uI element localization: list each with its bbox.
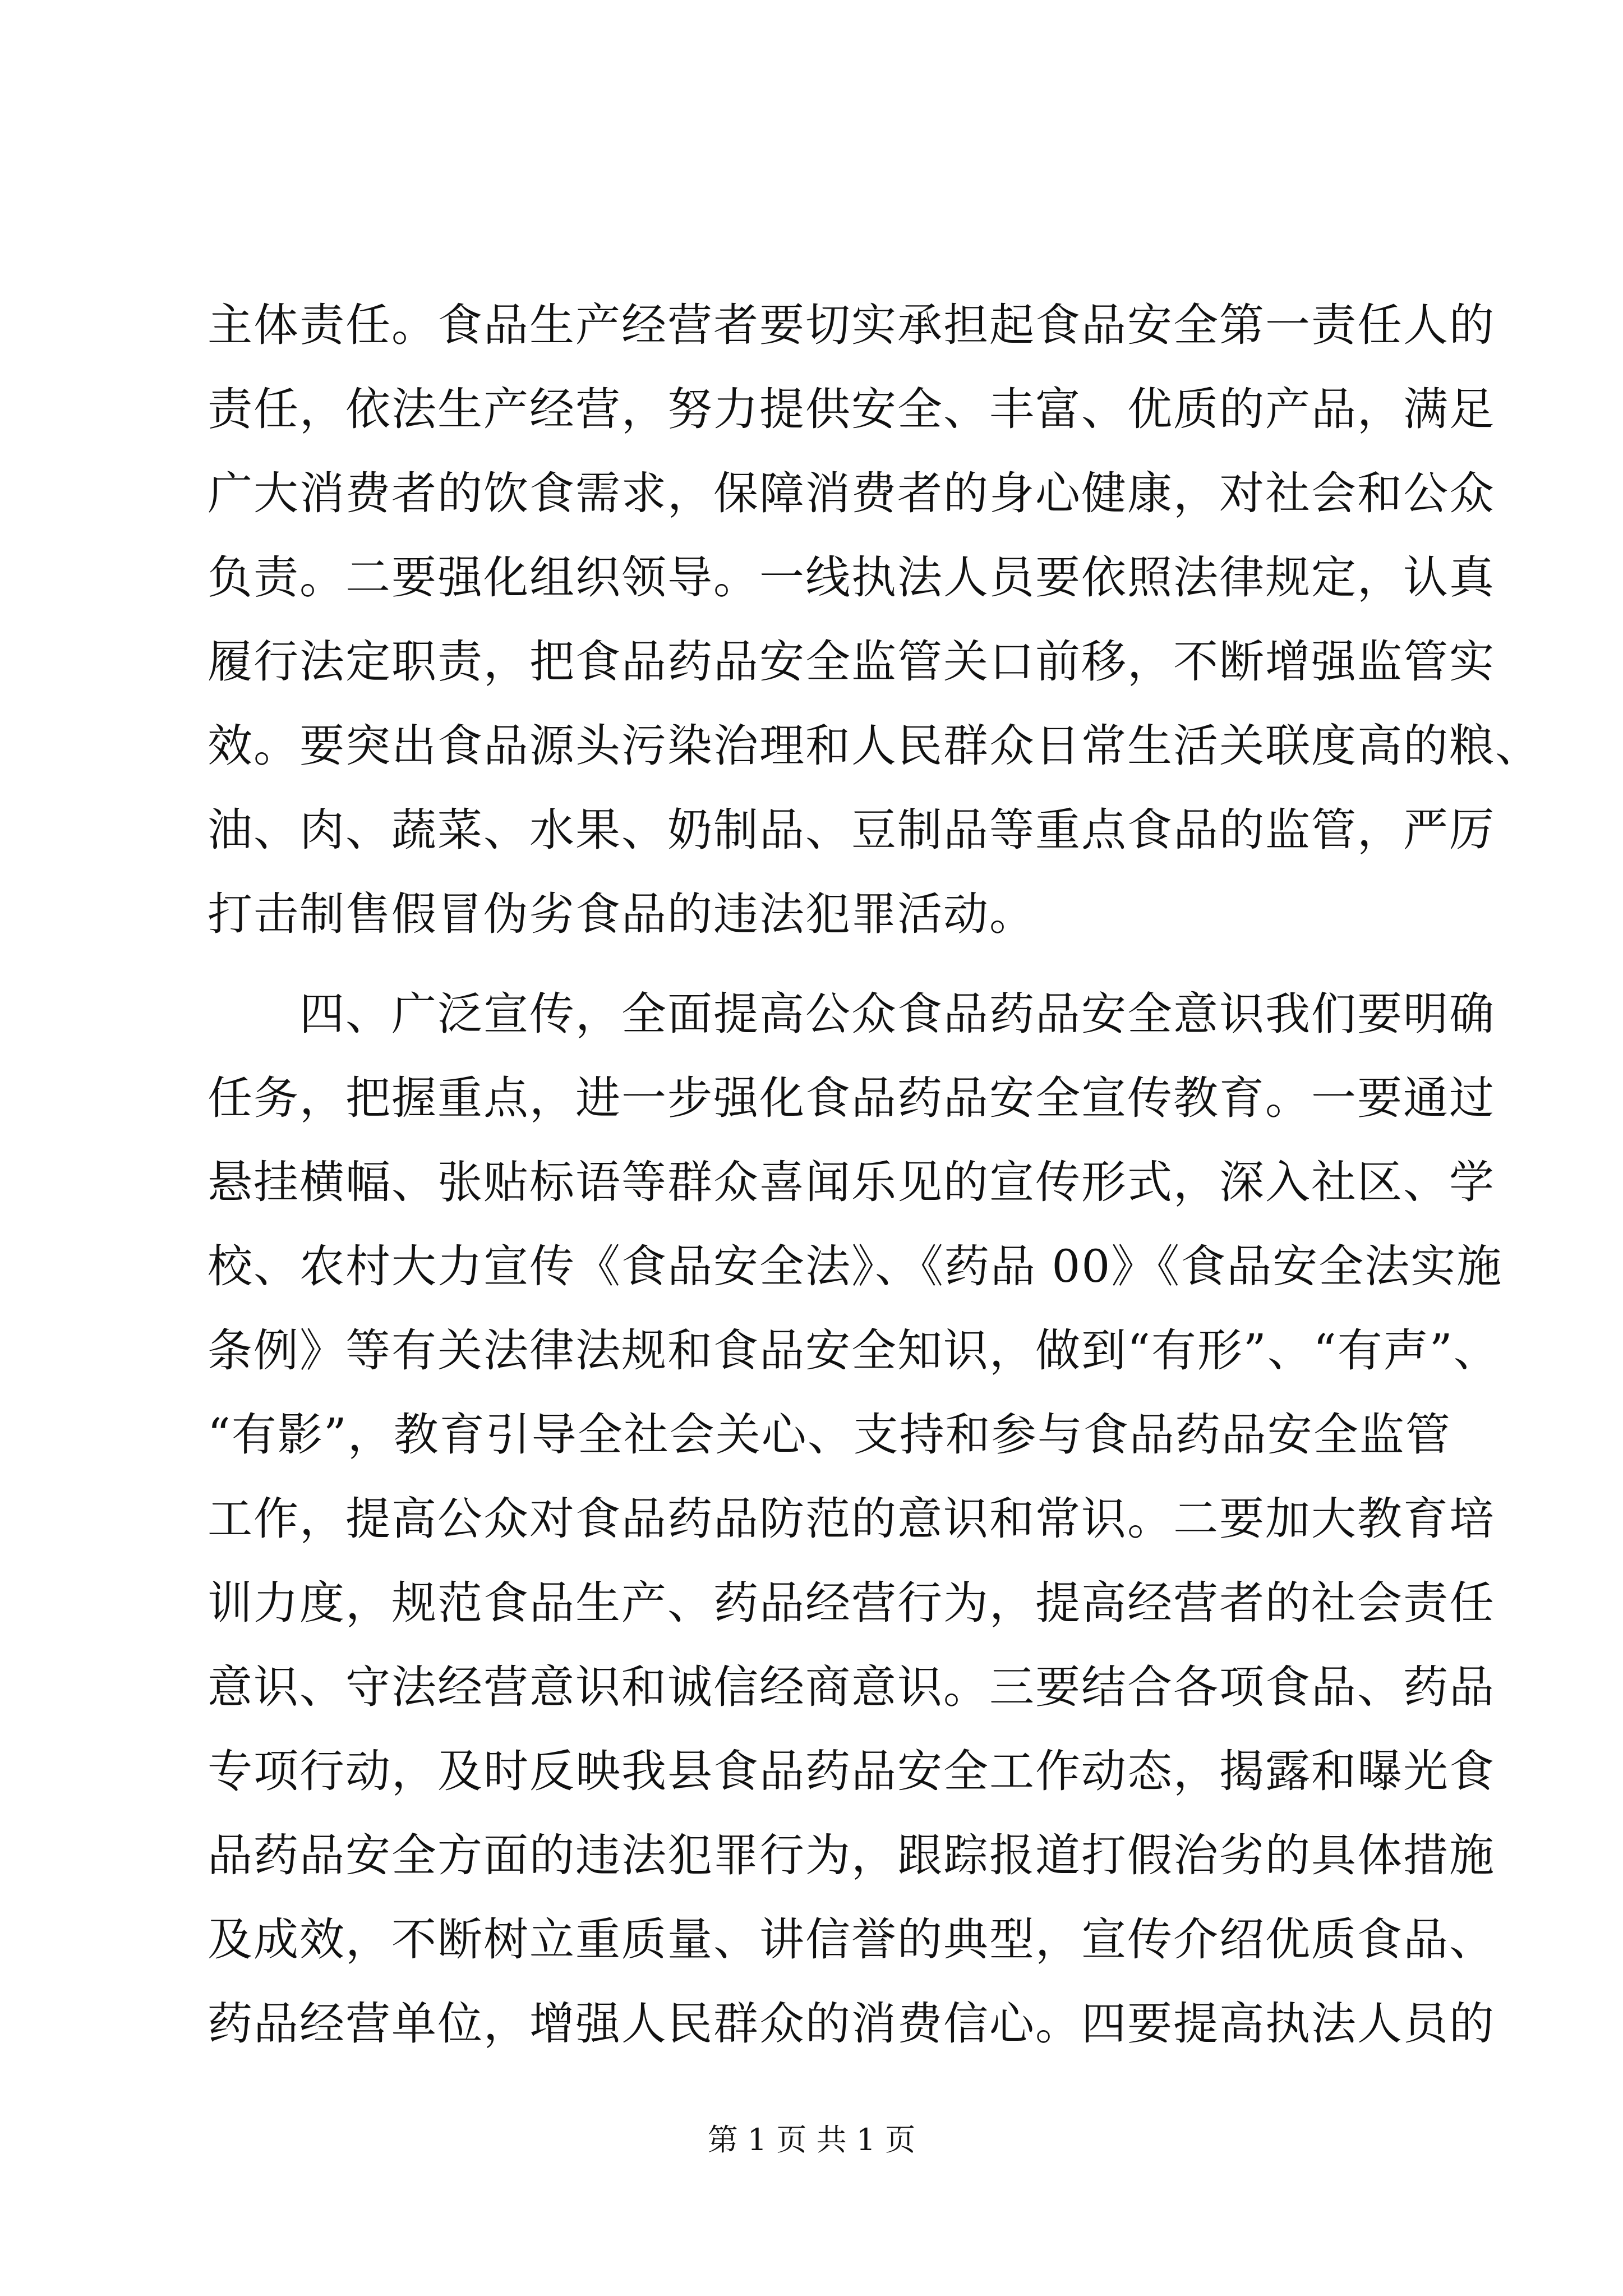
- text-line: 及成效，不断树立重质量、讲信誉的典型，宣传介绍优质食品、: [208, 1913, 1495, 1966]
- text-line: 责任，依法生产经营，努力提供安全、丰富、优质的产品，满足: [208, 383, 1495, 435]
- text-line: 工作，提高公众对食品药品防范的意识和常识。二要加大教育培: [208, 1493, 1495, 1545]
- text-line: 品药品安全方面的违法犯罪行为，跟踪报道打假治劣的具体措施: [208, 1829, 1495, 1881]
- text-line: 四、广泛宣传，全面提高公众食品药品安全意识我们要明确: [208, 988, 1495, 1040]
- text-line: 负责。二要强化组织领导。一线执法人员要依照法律规定，认真: [208, 551, 1495, 604]
- text-line: 专项行动，及时反映我县食品药品安全工作动态，揭露和曝光食: [208, 1745, 1495, 1797]
- page-footer: [0, 2120, 1623, 2160]
- paragraph-2: [208, 972, 1503, 2066]
- body-text: [208, 283, 1541, 2066]
- text-line: “有影”，教育引导全社会关心、支持和参与食品药品安全监管: [208, 1409, 1451, 1461]
- text-line: 油、肉、蔬菜、水果、奶制品、豆制品等重点食品的监管，严厉: [208, 804, 1495, 856]
- text-line: 广大消费者的饮食需求，保障消费者的身心健康，对社会和公众: [208, 467, 1495, 519]
- paragraph-1: [208, 283, 1541, 956]
- page-number-label: 第 1 页 共 1 页: [707, 2122, 916, 2157]
- paragraph-gap: [208, 956, 1419, 972]
- text-line: 履行法定职责，把食品药品安全监管关口前移，不断增强监管实: [208, 636, 1495, 688]
- text-line: 任务，把握重点，进一步强化食品药品安全宣传教育。一要通过: [208, 1072, 1495, 1124]
- text-line: 训力度，规范食品生产、药品经营行为，提高经营者的社会责任: [208, 1577, 1495, 1629]
- text-line: 意识、守法经营意识和诚信经商意识。三要结合各项食品、药品: [208, 1661, 1495, 1713]
- text-line: 悬挂横幅、张贴标语等群众喜闻乐见的宣传形式，深入社区、学: [208, 1156, 1495, 1208]
- text-line: 主体责任。食品生产经营者要切实承担起食品安全第一责任人的: [208, 299, 1495, 351]
- text-line: 条例》等有关法律法规和食品安全知识，做到“有形”、“有声”、: [208, 1324, 1500, 1377]
- text-line: 校、农村大力宣传《食品安全法》、《药品 00》《食品安全法实施: [208, 1240, 1503, 1292]
- text-line: 效。要突出食品源头污染治理和人民群众日常生活关联度高的粮、: [208, 720, 1541, 772]
- text-line: 打击制售假冒伪劣食品的违法犯罪活动。: [208, 888, 1035, 940]
- text-line: 药品经营单位，增强人民群众的消费信心。四要提高执法人员的: [208, 1998, 1495, 2050]
